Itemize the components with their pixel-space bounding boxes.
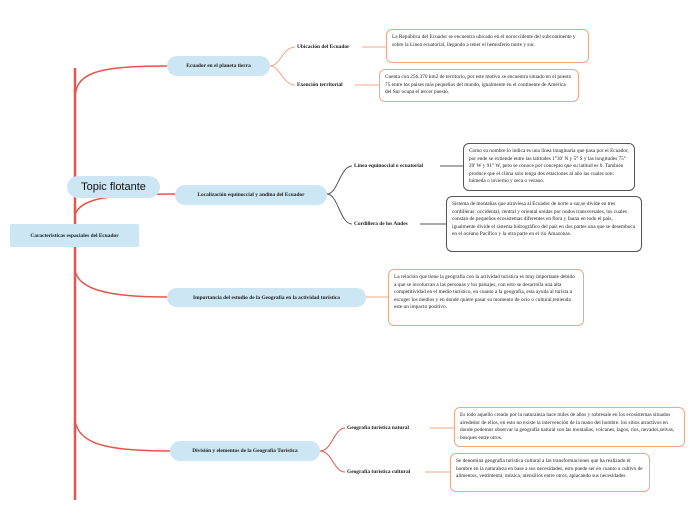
subtopic-label: Exención territorial (297, 82, 343, 88)
link-cultural (320, 451, 345, 472)
link-branch-3 (75, 270, 167, 297)
branch-label: Importancia del estudio de la Geografía en la actividad turística (193, 294, 340, 301)
note-ubicacion[interactable] (386, 29, 589, 63)
link-linea (327, 166, 352, 194)
subtopic-label: Cordillera de los Andes (354, 221, 408, 227)
subtopic-exencion[interactable] (297, 82, 343, 88)
branch-localizacion[interactable] (175, 185, 327, 205)
note-exencion[interactable] (379, 69, 579, 102)
branch-label: División y elementos de la Geografía Turística (192, 448, 298, 454)
subtopic-cultural[interactable] (347, 469, 410, 475)
note-cultural[interactable] (450, 453, 650, 492)
note-text: Como su nombre lo indica es una línea imaginaria que pasa por el Ecuador, por ende se extiende entre las latitudes 1°30' N y 5° S y las longitudes 75° 20' W y 91° W, pero se conoce por concepto que su latitud es 0. También produce que el clima solo tenga dos estaciones al año las cuales son: húmeda o invierno y seca o verano. (469, 148, 629, 185)
link-ubicacion (270, 47, 295, 66)
root-topic[interactable] (10, 224, 139, 247)
subtopic-label: Geografía turística cultural (347, 469, 411, 475)
floating-topic-label: Topic flotante (81, 181, 146, 193)
subtopic-natural[interactable] (347, 425, 409, 431)
branch-division[interactable] (170, 441, 320, 461)
link-exencion (270, 66, 295, 85)
link-branch-1 (75, 66, 167, 100)
subtopic-label: Ubicación del Ecuador (297, 44, 350, 50)
link-branch-4 (75, 420, 170, 451)
note-text: Se denomina geografía turística cultural a las transformaciones que ha realizado el hombre en la naturaleza en base a sus necesidades, esto puede ser en cuanto a cultivo de alimentos, vestimenta, música, utensilios entre otros, aplacando sus necesidades (456, 458, 643, 480)
note-text: Cuenta con 256.370 km2 de territorio, por este motivo se encuentra situado en el puesto 75 entre los países más pequeños del mundo, igualmente en el continente de América del Sur ocupa el tercer puesto. (385, 74, 572, 96)
link-natural (320, 428, 345, 451)
floating-topic[interactable] (67, 176, 160, 198)
subtopic-cordillera[interactable] (354, 221, 408, 227)
note-text: Sistema de montañas que atraviesa al Ecuador de norte a sur,se divide en tres cordilleras: occidental, central y oriental unidas por nudos transversales, los cuales constan de pequeños ecosistemas diferentes en flora y fauna en todo el país, igualmente divide el sistema hidrográfico del país en dos partes una que se desemboca en el océano Pacífico y la otra parte en el río Amazonas. (452, 201, 636, 238)
root-topic-label: Caracteristicas espaciales del Ecuador (30, 232, 119, 239)
subtopic-label: Geografía turística natural (347, 425, 409, 431)
subtopic-label: Línea equinoccial o ecuatorial (354, 163, 424, 169)
branch-label: Ecuador en el planeta tierra (186, 63, 251, 69)
subtopic-linea[interactable] (354, 163, 423, 169)
note-importancia[interactable] (388, 269, 584, 326)
branch-importancia[interactable] (167, 288, 366, 307)
note-text: Es todo aquello creado por la naturaleza hace miles de años y sobresale en los ecosistemas situados alrededor de ellos, en esto no existe la intervención de la mano del hombre. los sitios atractivos en donde podemos observar la geografía natural son las montañas, volcanes, lagos, ríos, nevados,selvas, bosques entre otros. (460, 412, 675, 441)
note-text: La República del Ecuador se encuentra ubicado en el noroccidente del subcontinente y sobre la Línea ecuatorial, llegando a tener el hemisferio norte y sur. (392, 34, 576, 48)
link-cordillera (327, 194, 352, 224)
branch-label: Localización equinoccial y andina del Ecuador (197, 192, 305, 198)
branch-ecuador-planeta[interactable] (167, 56, 270, 76)
note-linea[interactable] (463, 143, 635, 191)
note-cordillera[interactable] (446, 196, 642, 252)
subtopic-ubicacion[interactable] (297, 44, 349, 50)
note-text: La relación que tiene la geografía con la actividad turística es muy importante debido a que se involucran a las personas y los paisajes, con esto se desarrolla una alta competitividad en el medio turístico, en cuanto a la geografía, esta ayuda al turista a escoger los medios y en donde quiere pasar su momento de ocio o cultural,teniendo este un impacto positivo. (394, 274, 575, 311)
note-natural[interactable] (454, 407, 685, 447)
